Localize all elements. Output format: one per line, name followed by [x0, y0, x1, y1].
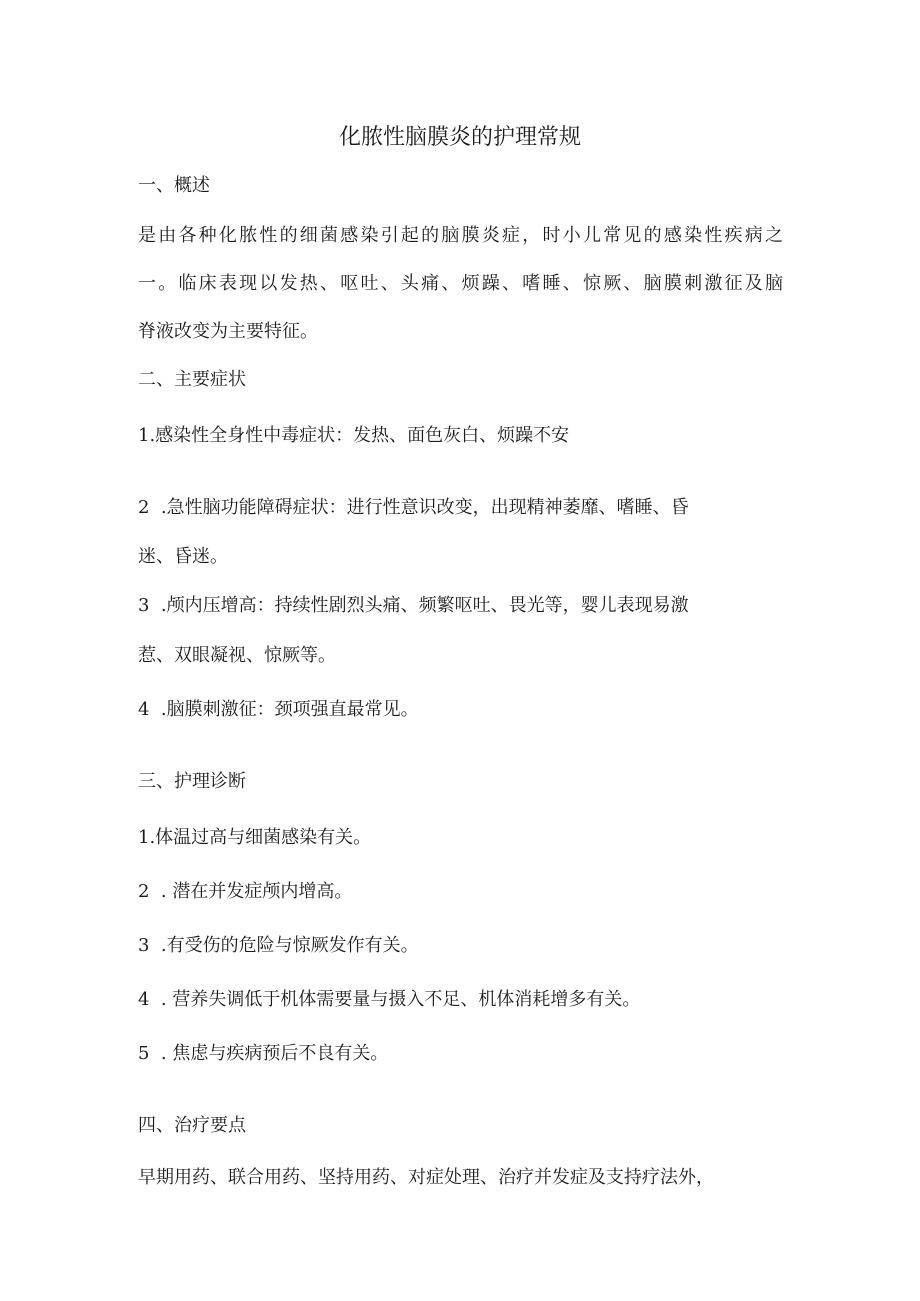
symptom-item: 3 .颅内压增高：持续性剧烈头痛、频繁呕吐、畏光等，婴儿表现易激: [138, 595, 689, 616]
section-heading-symptoms: 二、主要症状: [138, 369, 246, 390]
overview-line: 一。临床表现以发热、呕吐、头痛、烦躁、嗜睡、惊厥、脑膜刺激征及脑: [138, 273, 783, 294]
diagnosis-item: 2 . 潜在并发症颅内增高。: [138, 881, 353, 902]
section-heading-treatment: 四、治疗要点: [138, 1115, 246, 1136]
symptom-item-continued: 惹、双眼凝视、惊厥等。: [138, 645, 336, 666]
section-heading-diagnosis: 三、护理诊断: [138, 771, 246, 792]
document-title: 化脓性脑膜炎的护理常规: [338, 125, 581, 150]
diagnosis-item: 4 . 营养失调低于机体需要量与摄入不足、机体消耗增多有关。: [138, 989, 641, 1010]
overview-line: 脊液改变为主要特征。: [138, 321, 318, 342]
treatment-line: 早期用药、联合用药、坚持用药、对症处理、治疗并发症及支持疗法外，: [138, 1167, 714, 1188]
symptom-item: 2 .急性脑功能障碍症状：进行性意识改变，出现精神萎靡、嗜睡、昏: [138, 497, 689, 518]
diagnosis-item: 3 .有受伤的危险与惊厥发作有关。: [138, 935, 419, 956]
symptom-item-continued: 迷、昏迷。: [138, 546, 228, 567]
symptom-item: 4 .脑膜刺激征：颈项强直最常见。: [138, 699, 419, 720]
symptom-item: 1.感染性全身性中毒症状：发热、面色灰白、烦躁不安: [138, 425, 570, 446]
section-heading-overview: 一、概述: [138, 175, 210, 196]
diagnosis-item: 1.体温过高与细菌感染有关。: [138, 827, 372, 848]
overview-line: 是由各种化脓性的细菌感染引起的脑膜炎症，时小儿常见的感染性疾病之: [138, 225, 783, 246]
diagnosis-item: 5 . 焦虑与疾病预后不良有关。: [138, 1043, 389, 1064]
